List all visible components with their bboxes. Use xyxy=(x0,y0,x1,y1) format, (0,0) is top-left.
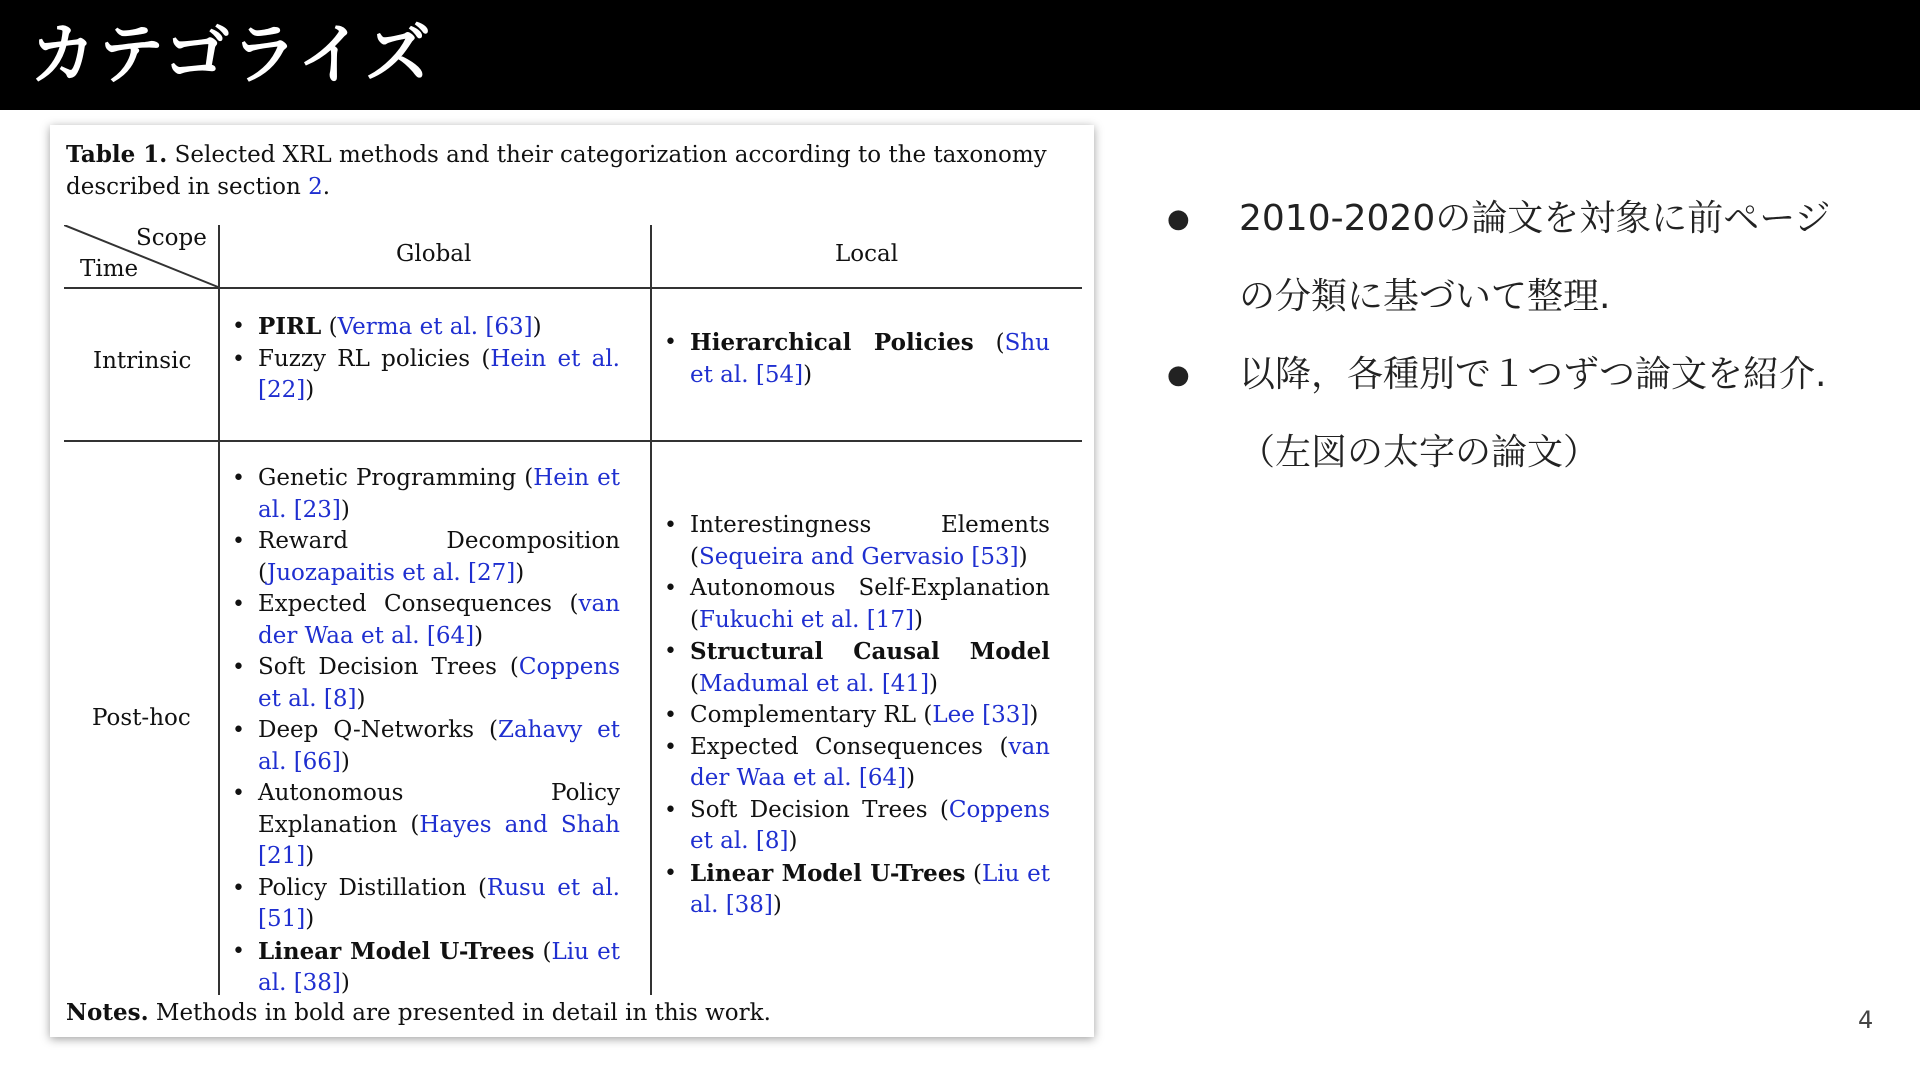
method-name: Autonomous Policy Explanation xyxy=(258,780,620,838)
method-name: Hierarchical Policies xyxy=(690,329,974,356)
method-item: • Deep Q-Networks (Zahavy et al. [66]) xyxy=(228,715,620,778)
method-item: • Expected Consequences (van der Waa et al. [64]) xyxy=(660,732,1050,795)
row-header-posthoc: Post-hoc xyxy=(92,705,191,731)
method-name: PIRL xyxy=(258,313,322,340)
method-citation[interactable]: Coppens et al. [8] xyxy=(690,796,1050,854)
method-item: • Interestingness Elements (Sequeira and Gervasio [53]) xyxy=(660,510,1050,573)
method-citation[interactable]: Liu et al. [38] xyxy=(690,860,1050,918)
intrinsic-bottom-rule xyxy=(64,440,1082,442)
caption-section-ref[interactable]: 2 xyxy=(308,174,323,200)
posthoc-local-list xyxy=(660,510,1050,922)
page-number: 4 xyxy=(1858,1006,1874,1034)
posthoc-global-list xyxy=(228,463,620,1000)
method-citation[interactable]: Coppens et al. [8] xyxy=(258,654,620,712)
method-item: • Structural Causal Model (Madumal et al. [41]) xyxy=(660,636,1050,700)
method-item: • Linear Model U-Trees (Liu et al. [38]) xyxy=(660,858,1050,922)
method-citation[interactable]: Shu et al. [54] xyxy=(690,330,1050,388)
method-citation[interactable]: van der Waa et al. [64] xyxy=(258,591,620,649)
method-name: Fuzzy RL policies xyxy=(258,345,471,372)
method-name: Structural Causal Model xyxy=(690,638,1050,665)
row-header-intrinsic: Intrinsic xyxy=(93,348,192,374)
method-item: • Autonomous Self-Explanation (Fukuchi et al. [17]) xyxy=(660,573,1050,636)
slide-title: カテゴライズ xyxy=(30,16,433,93)
method-item: • PIRL (Verma et al. [63]) xyxy=(228,311,620,344)
method-name: Interestingness Elements xyxy=(690,512,1050,538)
notes-label: Notes. xyxy=(66,999,149,1026)
caption-label: Table 1. xyxy=(66,141,168,168)
method-item: • Policy Distillation (Rusu et al. [51]) xyxy=(228,873,620,936)
method-citation[interactable]: van der Waa et al. [64] xyxy=(690,733,1050,791)
method-citation[interactable]: Hein et al. [23] xyxy=(258,465,620,523)
method-citation[interactable]: Verma et al. [63] xyxy=(337,314,533,340)
header-scope: Scope xyxy=(136,225,207,251)
notes-text: Methods in bold are presented in detail in this work. xyxy=(155,1000,771,1026)
method-name: Linear Model U-Trees xyxy=(258,937,535,965)
bullet-item: ● 2010-2020の論文を対象に前ページの分類に基づいて整理. xyxy=(1165,180,1865,336)
method-name: Policy Distillation xyxy=(258,874,467,901)
method-item: • Complementary RL (Lee [33]) xyxy=(660,700,1050,732)
method-item: • Genetic Programming (Hein et al. [23]) xyxy=(228,463,620,526)
method-name: Expected Consequences xyxy=(258,591,552,617)
method-name: Deep Q-Networks xyxy=(258,717,475,743)
column-header-global: Global xyxy=(396,241,472,267)
method-citation[interactable]: Sequeira and Gervasio [53] xyxy=(698,543,1019,570)
slide-title-bar xyxy=(0,0,1920,110)
caption-end: . xyxy=(322,174,331,200)
method-name: Linear Model U-Trees xyxy=(690,859,966,887)
method-citation[interactable]: Fukuchi et al. [17] xyxy=(698,606,914,633)
method-citation[interactable]: Hayes and Shah [21] xyxy=(258,811,620,869)
method-name: Genetic Programming xyxy=(258,465,517,491)
method-item: • Expected Consequences (van der Waa et al. [64]) xyxy=(228,589,620,652)
method-citation[interactable]: Lee [33] xyxy=(932,702,1030,728)
intrinsic-local-list xyxy=(660,327,1050,391)
method-item: • Reward Decomposition (Juozapaitis et al. [27]) xyxy=(228,526,620,589)
method-citation[interactable]: Zahavy et al. [66] xyxy=(258,717,620,775)
method-item: • Soft Decision Trees (Coppens et al. [8]) xyxy=(228,652,620,715)
method-item: • Autonomous Policy Explanation (Hayes and Shah [21]) xyxy=(228,778,620,873)
table-notes xyxy=(66,999,771,1026)
method-name: Reward Decomposition xyxy=(258,528,620,554)
caption-text: Selected XRL methods and their categorization according to the taxonomy described in section xyxy=(66,142,1047,200)
bullet-item: ● 以降，各種別で１つずつ論文を紹介. （左図の太字の論文） xyxy=(1165,336,1865,492)
method-citation[interactable]: Rusu et al. [51] xyxy=(258,874,620,932)
method-item: • Hierarchical Policies (Shu et al. [54]) xyxy=(660,327,1050,391)
method-name: Autonomous Self-Explanation xyxy=(690,575,1050,601)
method-citation[interactable]: Juozapaitis et al. [27] xyxy=(266,559,516,586)
method-item: • Soft Decision Trees (Coppens et al. [8]) xyxy=(660,795,1050,858)
column-header-local: Local xyxy=(835,241,899,267)
header-time: Time xyxy=(80,256,139,282)
method-citation[interactable]: Liu et al. [38] xyxy=(258,938,620,996)
bullet-list xyxy=(1165,180,1865,492)
method-name: Complementary RL xyxy=(690,702,917,728)
method-name: Expected Consequences xyxy=(690,733,983,760)
table-caption xyxy=(66,139,1076,203)
method-item: • Linear Model U-Trees (Liu et al. [38]) xyxy=(228,936,620,1000)
method-citation[interactable]: Madumal et al. [41] xyxy=(698,670,930,697)
intrinsic-global-list xyxy=(228,311,620,407)
method-citation[interactable]: Hein et al. [22] xyxy=(258,345,620,403)
global-local-rule xyxy=(650,225,652,995)
stub-column-rule xyxy=(218,225,220,995)
method-name: Soft Decision Trees xyxy=(690,796,928,823)
table-figure xyxy=(50,125,1094,1037)
method-item: • Fuzzy RL policies (Hein et al. [22]) xyxy=(228,344,620,407)
method-name: Soft Decision Trees xyxy=(258,654,497,680)
